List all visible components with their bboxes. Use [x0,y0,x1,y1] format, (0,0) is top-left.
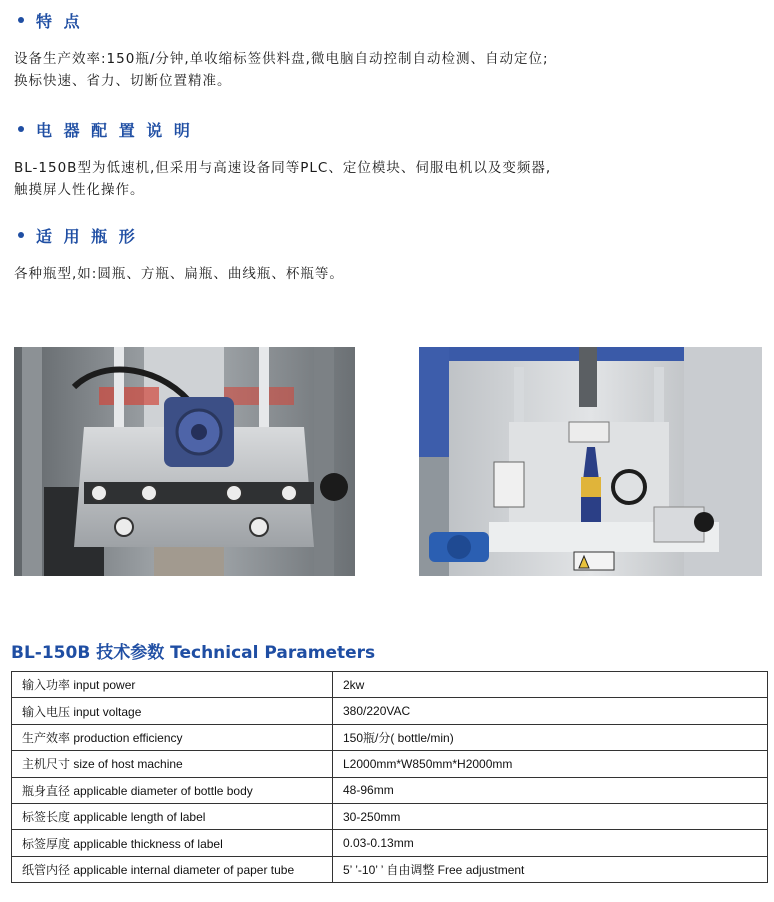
param-name: 标签厚度 applicable thickness of label [12,830,333,856]
param-name: 生产效率 production efficiency [12,724,333,750]
param-name: 主机尺寸 size of host machine [12,751,333,777]
bullet-icon [18,126,24,132]
machine-overview-illustration [419,347,762,576]
section-title: 适 用 瓶 形 [36,226,138,246]
section-body [14,48,764,92]
table-row [12,856,768,882]
table-row [12,777,768,803]
table-title: BL-150B 技术参数 Technical Parameters [11,643,376,663]
section-header [14,8,764,32]
section-header [14,117,764,141]
section-header [14,223,764,247]
section-title: 特 点 [36,11,83,31]
param-name: 输入电压 input voltage [12,698,333,724]
section-body [14,263,764,285]
param-value: 2kw [333,672,768,698]
section-bottle-types [14,223,764,285]
bullet-icon [18,17,24,23]
param-name: 纸管内径 applicable internal diameter of paper tube [12,856,333,882]
param-value: 0.03-0.13mm [333,830,768,856]
table-row [12,724,768,750]
param-value: L2000mm*W850mm*H2000mm [333,751,768,777]
bullet-icon [18,232,24,238]
section-body [14,157,764,201]
param-value: 48-96mm [333,777,768,803]
machine-closeup-illustration [14,347,355,576]
param-name: 瓶身直径 applicable diameter of bottle body [12,777,333,803]
body-line: 触摸屏人性化操作。 [14,182,145,198]
table-row [12,803,768,829]
machine-overview-photo [419,347,762,576]
param-value: 5’ ’-10’ ’ 自由调整 Free adjustment [333,856,768,882]
table-row [12,751,768,777]
body-line: 换标快速、省力、切断位置精准。 [14,73,232,89]
table-row [12,698,768,724]
section-electrical-config [14,117,764,201]
param-name: 标签长度 applicable length of label [12,803,333,829]
section-features [14,8,764,92]
body-line: 设备生产效率:150瓶/分钟,单收缩标签供料盘,微电脑自动控制自动检测、自动定位; [14,51,549,67]
param-value: 150瓶/分( bottle/min) [333,724,768,750]
table-row [12,672,768,698]
table-row [12,830,768,856]
technical-parameters-table [11,671,768,883]
param-name: 输入功率 input power [12,672,333,698]
body-line: 各种瓶型,如:圆瓶、方瓶、扁瓶、曲线瓶、杯瓶等。 [14,266,344,282]
section-title: 电 器 配 置 说 明 [36,120,193,140]
param-value: 380/220VAC [333,698,768,724]
body-line: BL-150B型为低速机,但采用与高速设备同等PLC、定位模块、伺服电机以及变频器, [14,160,552,176]
param-value: 30-250mm [333,803,768,829]
machine-closeup-photo [14,347,355,576]
